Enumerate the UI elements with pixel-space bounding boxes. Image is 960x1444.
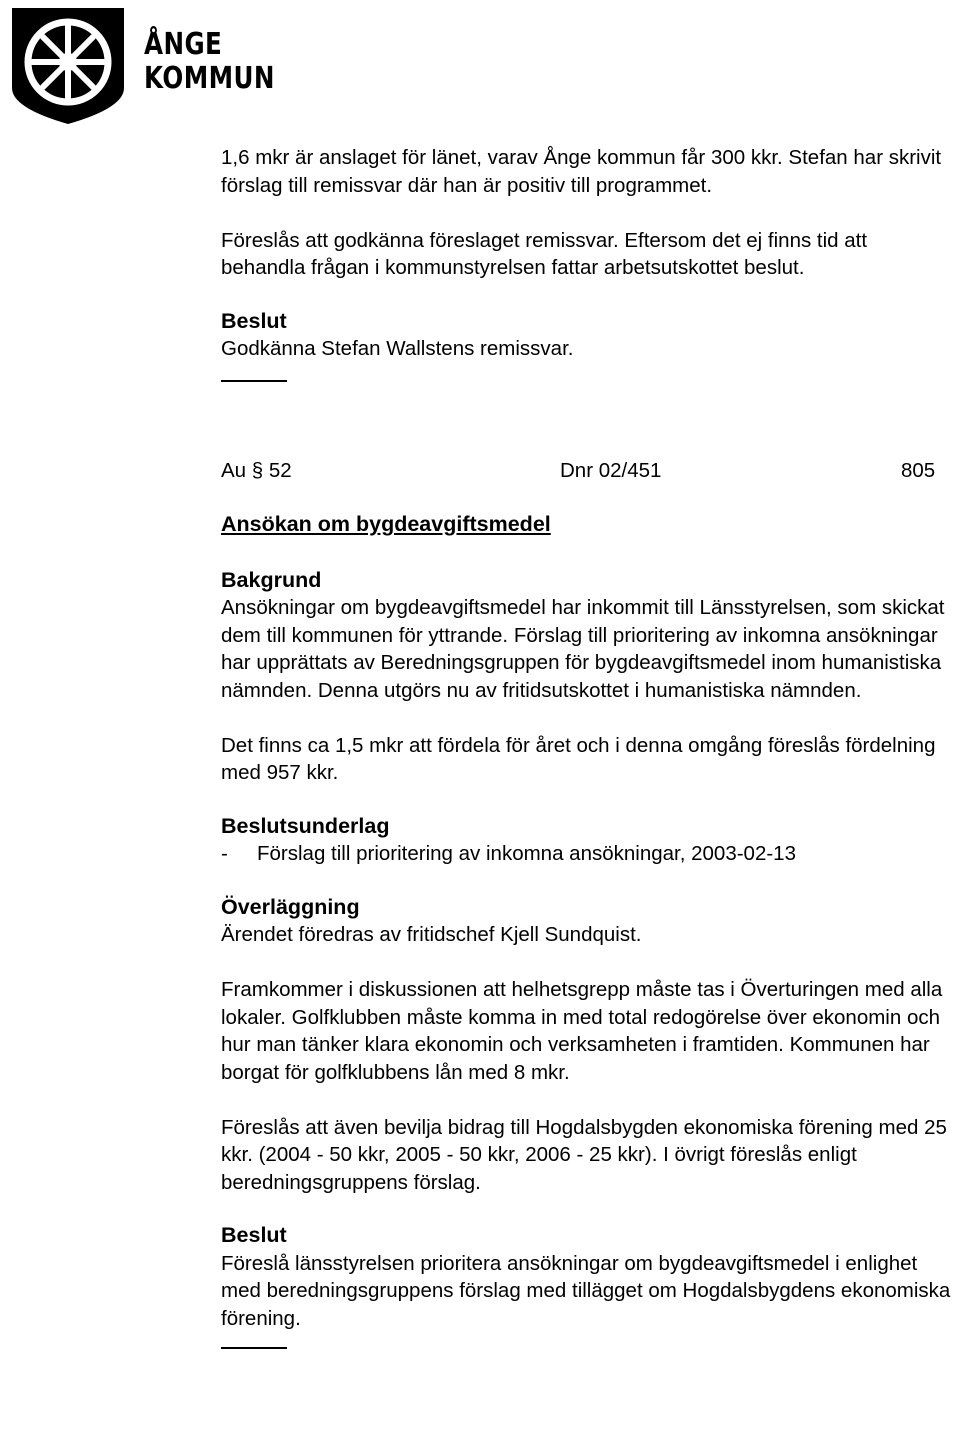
overlaggning-heading: Överläggning [221,894,360,919]
bakgrund-paragraph-1: Ansökningar om bygdeavgiftsmedel har inkommit till Länsstyrelsen, som skickat dem till kommunen för yttrande. Förslag till prioritering av inkomna ansökningar har upprättats av Beredningsgruppen för bygdeavgiftsmedel inom humanistiska nämnden. Denna utgörs nu av fritidsutskottet i humanistiska nämnden. [221,596,945,702]
paragraph-forslag-remissvar: Föreslås att godkänna föreslaget remissvar. Eftersom det ej finns tid att behandla frågan i kommunstyrelsen fattar arbetsutskottet beslut. [221,228,868,279]
beslut-heading: Beslut [221,308,287,333]
beslutsunderlag-heading: Beslutsunderlag [221,813,390,838]
case-title: Ansökan om bygdeavgiftsmedel [221,512,551,536]
wheel-emblem-icon [6,4,130,128]
paragraph-anslag: 1,6 mkr är anslaget för länet, varav Ånge kommun får 300 kkr. Stefan har skrivit förslag till remissvar där han är positiv till programmet. [221,146,942,197]
logo-wordmark [144,28,275,96]
section-sign: § [251,458,264,482]
beslutsunderlag-item: - Förslag till prioritering av inkomna ansökningar, 2003-02-13 [221,840,953,868]
bakgrund-heading: Bakgrund [221,567,322,592]
paragraph-reference-row [221,457,953,485]
beslut-heading-2: Beslut [221,1223,287,1247]
paragraph-number: 52 [268,458,292,482]
beslut-text: Godkänna Stefan Wallstens remissvar. [221,337,574,360]
list-dash: - [221,842,228,865]
municipality-logo [6,4,275,128]
dnr-number: Dnr 02/451 [560,458,662,482]
beslut-text-2: Föreslå länsstyrelsen prioritera ansökningar om bygdeavgiftsmedel i enlighet med beredningsgruppens förslag med tillägget om Hogdalsbygdens ekonomiska förening. [221,1251,951,1330]
case-code: 805 [901,458,936,482]
logo-line-kommun: KOMMUN [144,61,275,96]
paragraph-ref: Au § 52 [221,458,292,482]
overlaggning-paragraph-3: Föreslås att även bevilja bidrag till Hogdalsbygden ekonomiska förening med 25 kkr. (2004 - 50 kkr, 2005 - 50 kkr, 2006 - 25 kkr). I övrigt föreslås enligt beredningsgruppens förslag. [221,1115,947,1194]
overlaggning-paragraph-2: Framkommer i diskussionen att helhetsgrepp måste tas i Överturingen med alla lokaler. Golfklubben måste komma in med total redogörelse över ekonomin och hur man tänker klara ekonomin och verksamheten i framtiden. Kommunen har borgat för golfklubbens lån med 8 mkr. [221,978,943,1084]
logo-line-ange: ÅNGE [144,27,223,62]
section-divider-end [221,1347,287,1349]
overlaggning-paragraph-1: Ärendet föredras av fritidschef Kjell Sundquist. [221,923,642,946]
bakgrund-paragraph-2: Det finns ca 1,5 mkr att fördela för året och i denna omgång föreslås fördelning med 957 kkr. [221,733,936,784]
document-body [221,144,953,1349]
